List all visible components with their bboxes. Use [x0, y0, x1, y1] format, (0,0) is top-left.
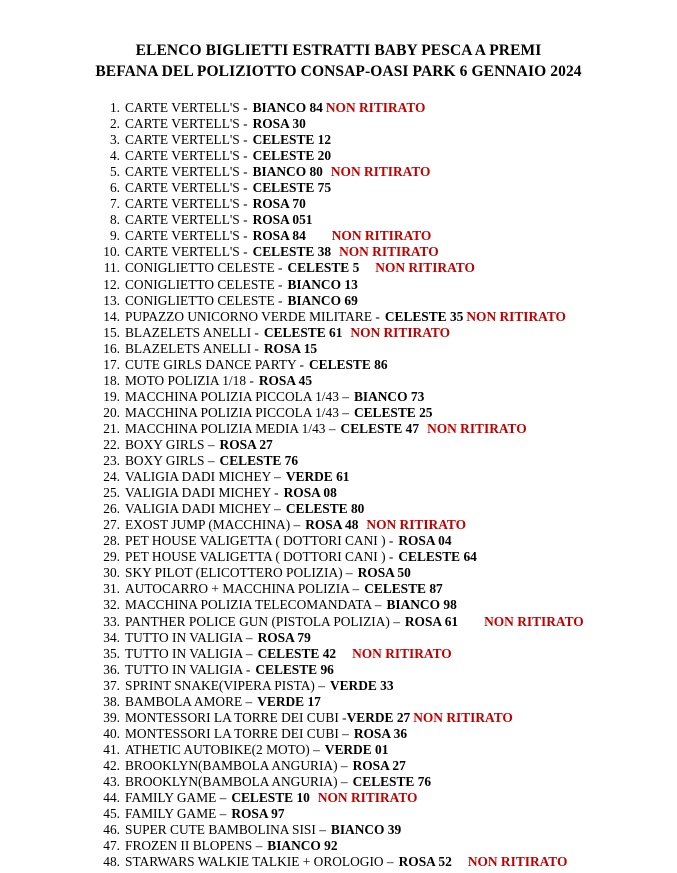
prize-row-status: NON RITIRATO — [413, 709, 513, 725]
prize-row-ticket: VERDE 17 — [257, 693, 321, 709]
prize-row-name: PANTHER POLICE GUN (PISTOLA POLIZIA) – — [125, 613, 400, 629]
prize-row-ticket: ROSA 50 — [357, 565, 411, 581]
prize-row-number: 34. — [103, 629, 120, 645]
prize-row-ticket: ROSA 27 — [352, 757, 406, 773]
prize-row — [98, 549, 677, 565]
prize-row — [98, 742, 677, 758]
prize-row — [98, 790, 677, 806]
prize-row-name: PUPAZZO UNICORNO VERDE MILITARE - — [125, 308, 380, 324]
prize-row-number: 22. — [103, 436, 120, 452]
prize-row-name: CONIGLIETTO CELESTE - — [125, 276, 283, 292]
prize-row-number: 12. — [103, 276, 120, 292]
prize-row-number: 39. — [103, 709, 120, 725]
prize-row-name: BLAZELETS ANELLI - — [125, 324, 259, 340]
prize-row — [98, 373, 677, 389]
prize-row-number: 3. — [109, 132, 120, 148]
prize-row — [98, 357, 677, 373]
prize-row-name: CARTE VERTELL'S - — [125, 180, 248, 196]
prize-row-number: 18. — [103, 372, 120, 388]
prize-row-name: CARTE VERTELL'S - — [125, 116, 248, 132]
prize-row-ticket: BIANCO 98 — [386, 597, 457, 613]
prize-row — [98, 485, 677, 501]
prize-row-name: TUTTO IN VALIGIA – — [125, 645, 253, 661]
prize-row-ticket: CELESTE 12 — [252, 132, 332, 148]
prize-row-name: MACCHINA POLIZIA PICCOLA 1/43 – — [125, 404, 349, 420]
prize-row-number: 10. — [103, 244, 120, 260]
prize-row-ticket: CELESTE 76 — [219, 453, 299, 469]
prize-row — [98, 806, 677, 822]
prize-row-number: 29. — [103, 549, 120, 565]
prize-row-number: 15. — [103, 324, 120, 340]
prize-row-name: TUTTO IN VALIGIA – — [125, 629, 253, 645]
prize-row — [98, 565, 677, 581]
prize-row-ticket: CELESTE 35 — [384, 308, 464, 324]
prize-row-number: 32. — [103, 597, 120, 613]
prize-row-name: MACCHINA POLIZIA PICCOLA 1/43 – — [125, 388, 349, 404]
prize-row-name: CARTE VERTELL'S - — [125, 100, 248, 115]
prize-row-name: STARWARS WALKIE TALKIE + OROLOGIO – — [125, 854, 394, 870]
prize-row — [98, 694, 677, 710]
prize-row — [98, 774, 677, 790]
prize-row-number: 1. — [109, 100, 120, 115]
prize-row — [98, 244, 677, 260]
prize-row-name: BLAZELETS ANELLI - — [125, 340, 259, 356]
prize-row-ticket: CELESTE 80 — [285, 501, 365, 517]
prize-row-number: 38. — [103, 693, 120, 709]
prize-row-status: NON RITIRATO — [317, 790, 418, 806]
prize-row-number: 25. — [103, 485, 120, 501]
prize-row-number: 11. — [103, 260, 120, 276]
prize-row-number: 20. — [103, 404, 120, 420]
prize-row — [98, 437, 677, 453]
prize-row-number: 40. — [103, 725, 120, 741]
prize-row — [98, 533, 677, 549]
prize-row-number: 23. — [103, 453, 120, 469]
prize-row-name: VALIGIA DADI MICHEY - — [125, 485, 279, 501]
prize-row-ticket: ROSA 04 — [398, 533, 452, 549]
prize-row-number: 47. — [103, 838, 120, 854]
prize-row-number: 14. — [103, 308, 120, 324]
prize-row-number: 44. — [103, 790, 120, 806]
prize-row-number: 35. — [103, 645, 120, 661]
prize-row-ticket: BIANCO 73 — [353, 388, 425, 404]
prize-row — [98, 325, 677, 341]
prize-row-name: MOTO POLIZIA 1/18 - — [125, 372, 254, 388]
prize-row-name: FAMILY GAME – — [125, 790, 227, 806]
prize-row-ticket: ROSA 52 — [398, 854, 452, 870]
prize-row-name: CONIGLIETTO CELESTE - — [125, 292, 283, 308]
document-title — [0, 0, 677, 82]
prize-row — [98, 646, 677, 662]
prize-row — [98, 838, 677, 854]
prize-list — [0, 100, 677, 870]
prize-row-ticket: ROSA 48 — [305, 517, 359, 533]
prize-row-name: CUTE GIRLS DANCE PARTY - — [125, 356, 304, 372]
prize-row-number: 6. — [109, 180, 120, 196]
prize-row-ticket: BIANCO 80 — [252, 164, 323, 180]
prize-row-ticket: BIANCO 92 — [267, 838, 338, 854]
prize-row-name: MACCHINA POLIZIA TELECOMANDATA – — [125, 597, 382, 613]
prize-row-number: 42. — [103, 757, 120, 773]
prize-row — [98, 630, 677, 646]
prize-row-name: BOXY GIRLS – — [125, 436, 215, 452]
prize-row — [98, 662, 677, 678]
prize-row-ticket: CELESTE 76 — [352, 773, 432, 789]
prize-row-number: 2. — [109, 116, 120, 132]
prize-row-ticket: CELESTE 10 — [231, 790, 310, 806]
prize-row-name: EXOST JUMP (MACCHINA) – — [125, 517, 301, 533]
prize-row-name: CARTE VERTELL'S - — [125, 228, 248, 244]
prize-row-name: SPRINT SNAKE(VIPERA PISTA) – — [125, 677, 325, 693]
prize-row-status: NON RITIRATO — [467, 854, 568, 870]
prize-row-ticket: CELESTE 47 — [340, 420, 420, 436]
prize-row-number: 7. — [109, 196, 120, 212]
prize-row-ticket: CELESTE 25 — [353, 404, 433, 420]
prize-row — [98, 453, 677, 469]
prize-row — [98, 260, 677, 276]
prize-row-ticket: VERDE 33 — [329, 677, 394, 693]
prize-row-number: 19. — [103, 388, 120, 404]
prize-row-name: CARTE VERTELL'S - — [125, 132, 248, 148]
prize-row — [98, 581, 677, 597]
prize-row-number: 46. — [103, 822, 120, 838]
prize-row-ticket: ROSA 97 — [231, 806, 285, 822]
prize-row-name: CONIGLIETTO CELESTE - — [125, 260, 283, 276]
prize-row-ticket: CELESTE 64 — [398, 549, 477, 565]
prize-row-ticket: ROSA 36 — [353, 725, 408, 741]
prize-row-ticket: CELESTE 5 — [287, 260, 360, 276]
prize-row-ticket: ROSA 79 — [257, 629, 311, 645]
prize-row-status: NON RITIRATO — [350, 324, 450, 340]
prize-row-name: MACCHINA POLIZIA MEDIA 1/43 – — [125, 420, 336, 436]
prize-row-ticket: ROSA 051 — [252, 212, 313, 228]
prize-row-name: BAMBOLA AMORE – — [125, 693, 253, 709]
prize-row-status: NON RITIRATO — [352, 645, 452, 661]
prize-row-number: 5. — [109, 164, 120, 180]
prize-row-ticket: CELESTE 87 — [364, 581, 443, 597]
prize-row — [98, 277, 677, 293]
prize-row-number: 26. — [103, 501, 120, 517]
prize-row-number: 24. — [103, 469, 120, 485]
prize-row-name: FROZEN II BLOPENS – — [125, 838, 263, 854]
prize-row — [98, 132, 677, 148]
prize-row-name: PET HOUSE VALIGETTA ( DOTTORI CANI ) - — [125, 549, 394, 565]
prize-row-number: 43. — [103, 773, 120, 789]
title-line-1: ELENCO BIGLIETTI ESTRATTI BABY PESCA A PREMI — [135, 42, 542, 59]
prize-row-ticket: ROSA 08 — [283, 485, 337, 501]
prize-row-ticket: CELESTE 38 — [252, 244, 332, 260]
prize-row — [98, 116, 677, 132]
prize-row-number: 16. — [103, 340, 120, 356]
prize-row — [98, 341, 677, 357]
prize-row-name: CARTE VERTELL'S - — [125, 164, 248, 180]
prize-row-ticket: CELESTE 75 — [252, 180, 332, 196]
prize-row-number: 9. — [109, 228, 120, 244]
prize-row-number: 28. — [103, 533, 120, 549]
prize-row — [98, 212, 677, 228]
prize-row-status: NON RITIRATO — [375, 260, 475, 276]
prize-row-name: BOXY GIRLS – — [125, 453, 215, 469]
prize-row-status: NON RITIRATO — [325, 100, 426, 115]
prize-row-status: NON RITIRATO — [484, 613, 584, 629]
prize-row-status: NON RITIRATO — [330, 164, 431, 180]
prize-row-number: 4. — [109, 148, 120, 164]
prize-row-ticket: BIANCO 84 — [252, 100, 323, 115]
prize-row-number: 13. — [103, 292, 120, 308]
prize-row-number: 27. — [103, 517, 120, 533]
prize-row-ticket: VERDE 01 — [324, 741, 389, 757]
prize-row-name: PET HOUSE VALIGETTA ( DOTTORI CANI ) - — [125, 533, 394, 549]
prize-row — [98, 678, 677, 694]
prize-row-ticket: CELESTE 61 — [263, 324, 343, 340]
title-line-2: BEFANA DEL POLIZIOTTO CONSAP-OASI PARK 6 GENNAIO 2024 — [95, 63, 582, 80]
prize-row — [98, 164, 677, 180]
prize-row-name: AUTOCARRO + MACCHINA POLIZIA – — [125, 581, 360, 597]
prize-row-name: FAMILY GAME – — [125, 806, 227, 822]
prize-row-name: TUTTO IN VALIGIA - — [125, 661, 251, 677]
prize-row — [98, 389, 677, 405]
prize-row-ticket: VERDE 27 — [346, 709, 411, 725]
prize-row-name: CARTE VERTELL'S - — [125, 212, 248, 228]
prize-row-ticket: CELESTE 20 — [252, 148, 332, 164]
prize-row-number: 31. — [103, 581, 120, 597]
prize-row-ticket: ROSA 27 — [219, 436, 273, 452]
prize-row-name: CARTE VERTELL'S - — [125, 244, 248, 260]
prize-row-number: 45. — [103, 806, 120, 822]
prize-row-ticket: BIANCO 39 — [330, 822, 402, 838]
prize-row-name: BROOKLYN(BAMBOLA ANGURIA) – — [125, 757, 348, 773]
prize-row-status: NON RITIRATO — [331, 228, 432, 244]
prize-row-status: NON RITIRATO — [427, 420, 527, 436]
prize-row — [98, 517, 677, 533]
prize-row — [98, 405, 677, 421]
prize-row-number: 37. — [103, 677, 120, 693]
prize-row-ticket: CELESTE 42 — [257, 645, 337, 661]
prize-row-ticket: BIANCO 69 — [287, 292, 358, 308]
prize-row — [98, 710, 677, 726]
prize-row-ticket: ROSA 30 — [252, 116, 306, 132]
prize-row-number: 30. — [103, 565, 120, 581]
prize-row-ticket: CELESTE 86 — [309, 356, 388, 372]
prize-row-name: BROOKLYN(BAMBOLA ANGURIA) – — [125, 773, 348, 789]
prize-row-status: NON RITIRATO — [366, 517, 467, 533]
prize-row-ticket: VERDE 61 — [285, 469, 350, 485]
prize-row-number: 36. — [103, 661, 120, 677]
prize-row — [98, 822, 677, 838]
prize-row-name: VALIGIA DADI MICHEY – — [125, 501, 281, 517]
prize-row-ticket: ROSA 15 — [263, 340, 318, 356]
prize-row — [98, 100, 677, 116]
prize-row-name: MONTESSORI LA TORRE DEI CUBI – — [125, 725, 349, 741]
prize-row-name: SKY PILOT (ELICOTTERO POLIZIA) – — [125, 565, 353, 581]
prize-row-ticket: BIANCO 13 — [287, 276, 358, 292]
prize-row-name: CARTE VERTELL'S - — [125, 196, 248, 212]
prize-row — [98, 228, 677, 244]
prize-row — [98, 614, 677, 630]
prize-row — [98, 148, 677, 164]
prize-row — [98, 597, 677, 613]
prize-row — [98, 501, 677, 517]
prize-row — [98, 196, 677, 212]
prize-row-number: 41. — [103, 741, 120, 757]
prize-row-number: 8. — [109, 212, 120, 228]
prize-row-number: 48. — [103, 854, 120, 870]
prize-row — [98, 758, 677, 774]
prize-row — [98, 421, 677, 437]
prize-row-name: CARTE VERTELL'S - — [125, 148, 248, 164]
prize-row-name: MONTESSORI LA TORRE DEI CUBI - — [125, 709, 347, 725]
prize-row-ticket: ROSA 84 — [252, 228, 306, 244]
prize-row-number: 33. — [103, 613, 120, 629]
prize-row — [98, 726, 677, 742]
prize-row — [98, 293, 677, 309]
prize-row-ticket: ROSA 61 — [404, 613, 459, 629]
prize-row-ticket: CELESTE 96 — [255, 661, 334, 677]
prize-row-number: 21. — [103, 420, 120, 436]
prize-row-ticket: ROSA 45 — [258, 372, 313, 388]
prize-row — [98, 469, 677, 485]
prize-row-name: ATHETIC AUTOBIKE(2 MOTO) – — [125, 741, 320, 757]
prize-row — [98, 180, 677, 196]
prize-row-status: NON RITIRATO — [339, 244, 439, 260]
prize-row-name: VALIGIA DADI MICHEY – — [125, 469, 281, 485]
prize-row — [98, 309, 677, 325]
prize-row-ticket: ROSA 70 — [252, 196, 306, 212]
prize-row-number: 17. — [103, 356, 120, 372]
prize-row — [98, 854, 677, 870]
prize-row-status: NON RITIRATO — [466, 308, 566, 324]
prize-row-name: SUPER CUTE BAMBOLINA SISI – — [125, 822, 326, 838]
